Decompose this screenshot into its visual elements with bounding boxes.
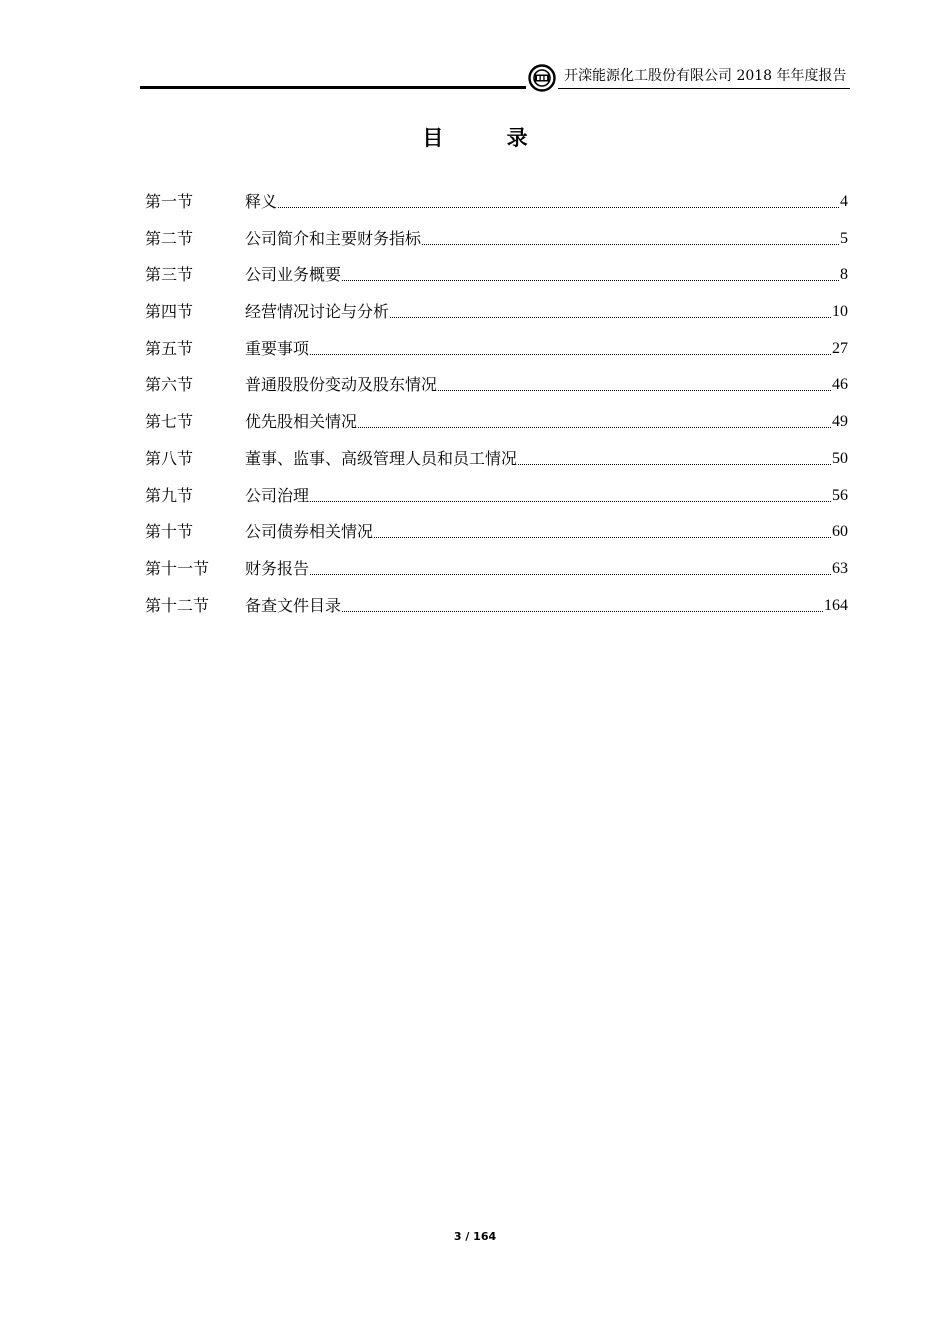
toc-page-number: 5 (840, 229, 848, 247)
toc-section-number: 第七节 (145, 412, 194, 432)
toc-entry-title: 释义 (245, 192, 278, 211)
toc-page-number: 49 (832, 413, 848, 431)
toc-section-number: 第四节 (145, 302, 194, 322)
toc-section-number: 第一节 (145, 192, 194, 211)
toc-page-number: 46 (832, 376, 848, 394)
toc-entry-title: 公司简介和主要财务指标 (245, 228, 422, 248)
toc-dot-leader (342, 611, 823, 612)
toc-row[interactable] (145, 300, 848, 337)
page-number-footer: 3 / 164 (453, 1230, 497, 1243)
toc-dot-leader (518, 464, 831, 465)
company-logo-icon (526, 64, 558, 92)
toc-section-number: 第十二节 (145, 595, 210, 615)
toc-section-number: 第五节 (145, 338, 194, 358)
toc-row[interactable] (145, 520, 848, 557)
toc-section-number: 第二节 (145, 228, 194, 248)
toc-section-number: 第六节 (145, 375, 194, 395)
toc-page-number: 8 (840, 266, 848, 284)
toc-dot-leader (438, 390, 831, 391)
toc-page-number: 10 (832, 303, 848, 321)
toc-entry-title: 重要事项 (245, 338, 310, 358)
toc-row[interactable] (145, 337, 848, 374)
toc-row[interactable] (145, 263, 848, 300)
toc-row[interactable] (145, 410, 848, 447)
toc-dot-leader (422, 244, 839, 245)
toc-page-number: 4 (840, 193, 848, 210)
toc-page-number: 50 (832, 449, 848, 467)
toc-dot-leader (278, 207, 839, 208)
toc-entry-title: 经营情况讨论与分析 (245, 302, 390, 322)
toc-dot-leader (374, 537, 831, 538)
toc-dot-leader (310, 354, 831, 355)
toc-entry-title: 普通股股份变动及股东情况 (245, 375, 438, 395)
header-rule (140, 88, 850, 89)
table-of-contents (145, 190, 848, 630)
toc-entry-title: 董事、监事、高级管理人员和员工情况 (245, 448, 518, 468)
toc-entry-title: 优先股相关情况 (245, 412, 358, 432)
toc-entry-title: 公司债券相关情况 (245, 522, 374, 542)
toc-page-number: 63 (832, 559, 848, 577)
toc-row[interactable] (145, 557, 848, 594)
toc-entry-title: 备查文件目录 (245, 595, 342, 615)
toc-row[interactable] (145, 190, 848, 227)
toc-section-number: 第十一节 (145, 558, 210, 578)
toc-dot-leader (310, 501, 831, 502)
page-header (140, 62, 850, 92)
toc-row[interactable] (145, 447, 848, 484)
toc-section-number: 第三节 (145, 265, 194, 285)
toc-title: 目 录 (422, 126, 556, 150)
header-report-title: 开滦能源化工股份有限公司 2018 年年度报告 (564, 68, 847, 84)
toc-entry-title: 财务报告 (245, 558, 310, 578)
toc-row[interactable] (145, 227, 848, 264)
toc-dot-leader (342, 280, 839, 281)
toc-row[interactable] (145, 484, 848, 521)
toc-section-number: 第八节 (145, 448, 194, 468)
toc-dot-leader (310, 574, 831, 575)
toc-section-number: 第九节 (145, 485, 194, 505)
toc-entry-title: 公司治理 (245, 485, 310, 505)
toc-dot-leader (390, 317, 831, 318)
toc-row[interactable] (145, 373, 848, 410)
toc-row[interactable] (145, 594, 848, 631)
toc-page-number: 27 (832, 339, 848, 357)
toc-page-number: 56 (832, 486, 848, 504)
toc-dot-leader (358, 427, 831, 428)
toc-entry-title: 公司业务概要 (245, 265, 342, 285)
toc-page-number: 60 (832, 523, 848, 541)
toc-page-number: 164 (824, 596, 848, 614)
toc-section-number: 第十节 (145, 522, 194, 542)
